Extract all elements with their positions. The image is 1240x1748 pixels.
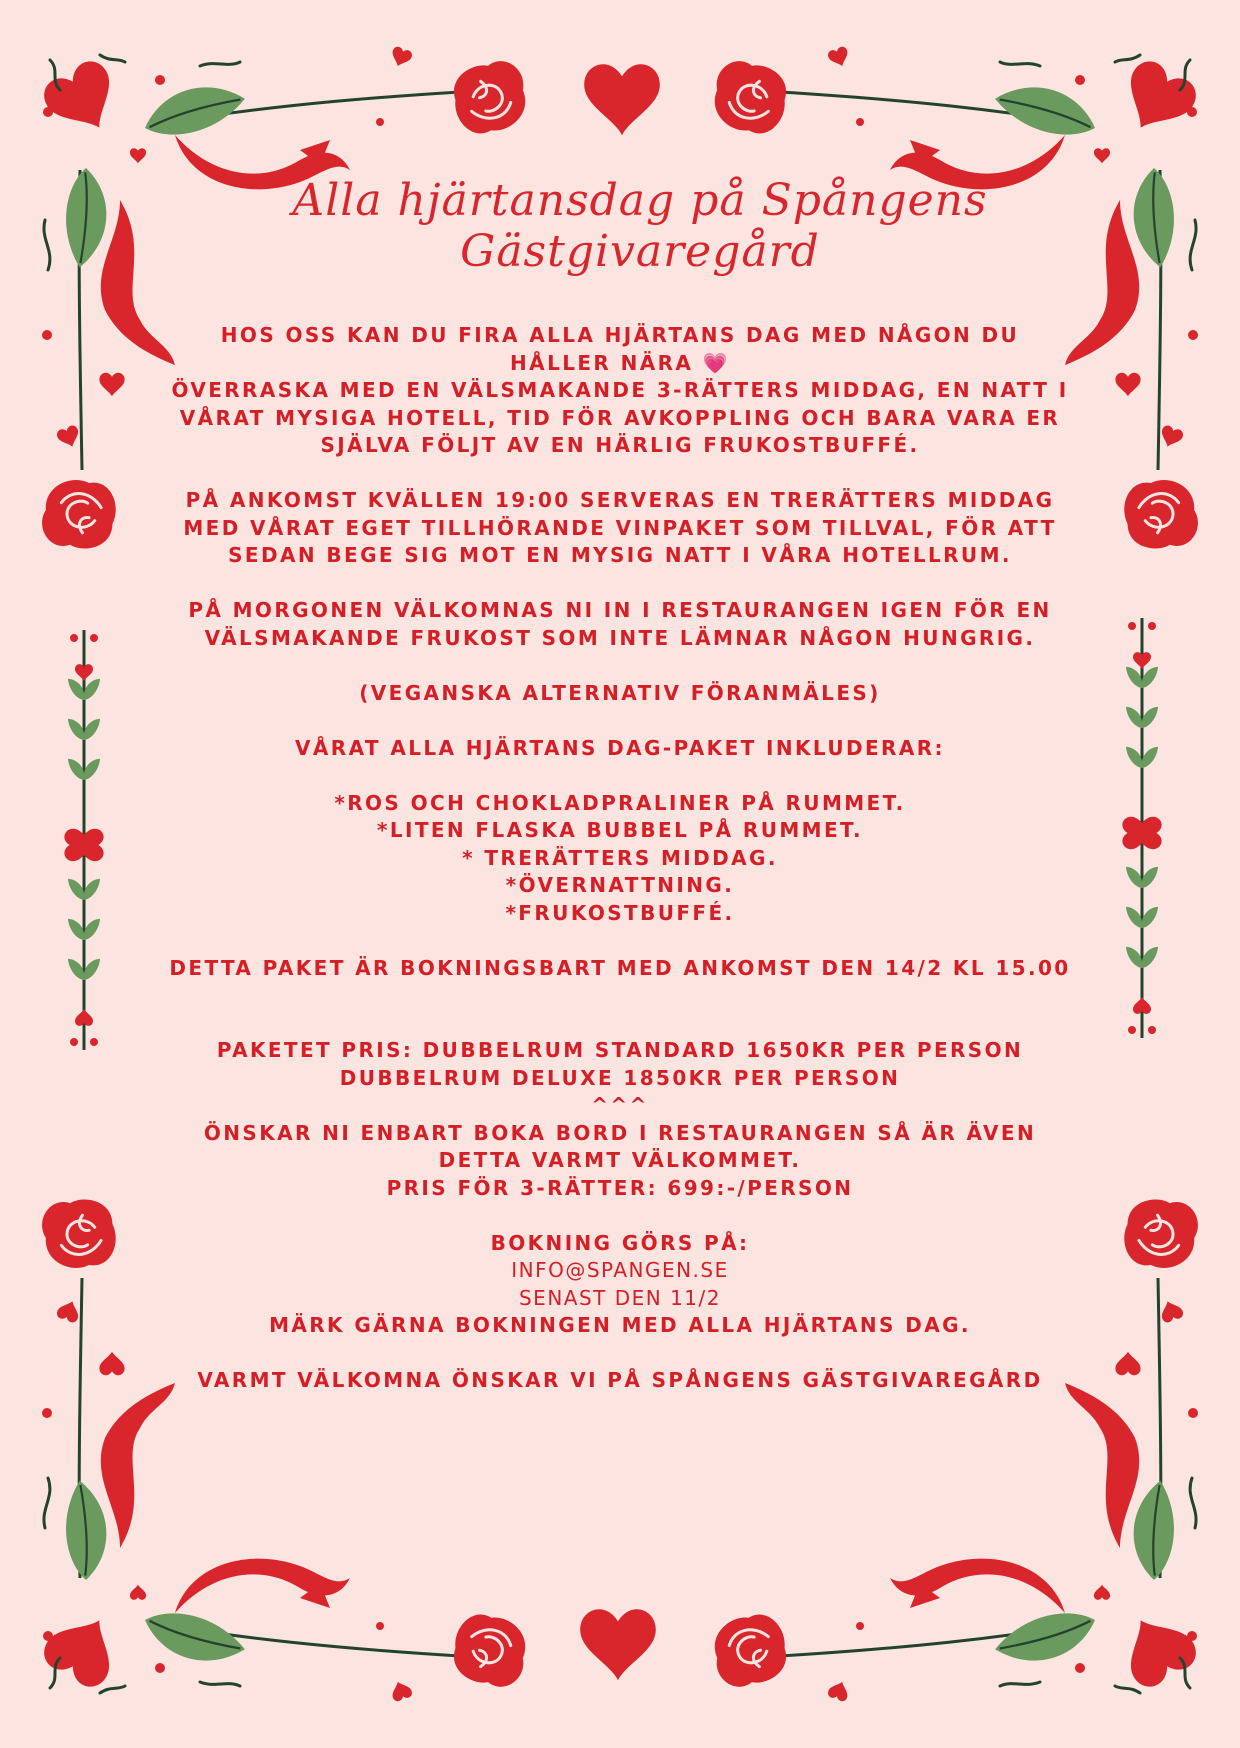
text-line: MED VÅRAT EGET TILLHÖRANDE VINPAKET SOM TILLVAL, FÖR ATT (183, 515, 1057, 540)
text-line: BOKNING GÖRS PÅ: (490, 1230, 750, 1255)
blank-line (150, 1340, 1090, 1368)
text-line: *ÖVERNATTNING. (505, 873, 735, 897)
text-line: SEDAN BEGE SIG MOT EN MYSIG NATT I VÅRA HOTELLRUM. (228, 543, 1012, 567)
blank-line (150, 652, 1090, 680)
text-line: HÅLLER NÄRA 💗 (510, 350, 730, 375)
text-line: PRIS FÖR 3-RÄTTER: 699:-/PERSON (386, 1175, 854, 1200)
text-line: VÄLSMAKANDE FRUKOST SOM INTE LÄMNAR NÅGON HUNGRIG. (204, 625, 1036, 650)
text-line: PAKETET PRIS: DUBBELRUM STANDARD 1650KR PER PERSON (216, 1038, 1024, 1062)
text-line: HOS OSS KAN DU FIRA ALLA HJÄRTANS DAG MED NÅGON DU (220, 323, 1020, 347)
offer-text (150, 322, 1090, 1395)
text-line: SJÄLVA FÖLJT AV EN HÄRLIG FRUKOSTBUFFÉ. (320, 433, 920, 457)
text-line: ^^^ (591, 1093, 649, 1117)
text-line: *FRUKOSTBUFFÉ. (505, 900, 735, 925)
text-line: *ROS OCH CHOKLADPRALINER PÅ RUMMET. (334, 790, 906, 815)
text-line: PÅ MORGONEN VÄLKOMNAS NI IN I RESTAURANGEN IGEN FÖR EN (188, 598, 1052, 622)
blank-line (150, 707, 1090, 735)
text-line: (VEGANSKA ALTERNATIV FÖRANMÄLES) (359, 680, 881, 705)
text-line: VÅRAT MYSIGA HOTELL, TID FÖR AVKOPPLING OCH BARA VARA ER (179, 405, 1061, 430)
blank-line (150, 927, 1090, 955)
blank-line (150, 570, 1090, 598)
text-line: *LITEN FLASKA BUBBEL PÅ RUMMET. (376, 818, 864, 842)
text-line: ÖVERRASKA MED EN VÄLSMAKANDE 3-RÄTTERS MIDDAG, EN NATT I (171, 378, 1069, 402)
blank-line (150, 762, 1090, 790)
text-line: VARMT VÄLKOMNA ÖNSKAR VI PÅ SPÅNGENS GÄSTGIVAREGÅRD (197, 1368, 1043, 1392)
blank-line (150, 460, 1090, 488)
text-line: DUBBELRUM DELUXE 1850KR PER PERSON (339, 1065, 901, 1090)
blank-line (150, 1010, 1090, 1038)
text-line: DETTA PAKET ÄR BOKNINGSBART MED ANKOMST DEN 14/2 KL 15.00 (169, 955, 1071, 980)
text-line: DETTA VARMT VÄLKOMMET. (438, 1148, 802, 1172)
blank-line (150, 1202, 1090, 1230)
text-line: INFO@SPANGEN.SE (511, 1258, 729, 1282)
text-line: ÖNSKAR NI ENBART BOKA BORD I RESTAURANGEN SÅ ÄR ÄVEN (203, 1120, 1037, 1145)
blank-line (150, 982, 1090, 1010)
text-line: MÄRK GÄRNA BOKNINGEN MED ALLA HJÄRTANS DAG. (269, 1313, 971, 1337)
text-line: VÅRAT ALLA HJÄRTANS DAG-PAKET INKLUDERAR: (295, 735, 945, 760)
text-line: SENAST DEN 11/2 (518, 1285, 721, 1310)
text-line: * TRERÄTTERS MIDDAG. (462, 845, 778, 870)
page-title: Alla hjärtansdag på Spångens Gästgivaregård (292, 175, 988, 277)
text-line: PÅ ANKOMST KVÄLLEN 19:00 SERVERAS EN TRERÄTTERS MIDDAG (185, 488, 1055, 512)
